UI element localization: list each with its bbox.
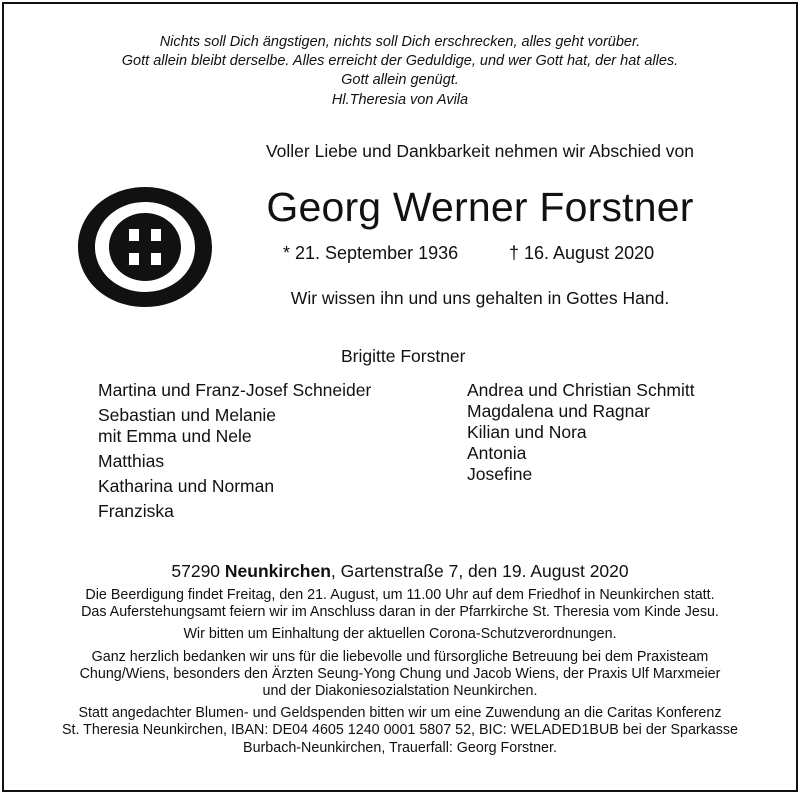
donation-note: St. Theresia Neunkirchen, IBAN: DE04 4605 1240 0001 5807 52, BIC: WELADED1BUB bei der Sparkasse [61, 722, 739, 739]
donation-note: Burbach-Neunkirchen, Trauerfall: Georg Forstner. [243, 739, 557, 756]
birth-date: * 21. September 1936 [283, 243, 459, 263]
quote-line: Gott allein genügt. [341, 72, 459, 88]
mourner-entry: Franziska [98, 501, 174, 521]
thanks-note: und der Diakoniesozialstation Neunkirchen. [262, 683, 538, 700]
address-rest: , Gartenstraße 7, den 19. August 2020 [330, 561, 629, 581]
quote [40, 33, 760, 90]
mourner-entry: Martina und Franz-Josef Schneider [98, 380, 372, 400]
quote-line: Nichts soll Dich ängstigen, nichts soll Dich erschrecken, alles geht vorüber. [159, 34, 641, 50]
mourner-entry: Katharina und Norman [98, 476, 275, 496]
funeral-note: Das Auferstehungsamt feiern wir im Anschluss daran in der Pfarrkirche St. Theresia vom Kinde Jesu. [81, 604, 719, 621]
thanks-note: Ganz herzlich bedanken wir uns für die liebevolle und fürsorgliche Betreuung bei dem Praxisteam [91, 648, 709, 665]
cross-symbol-icon [77, 186, 213, 308]
mourner-entry: Andrea und Christian Schmitt [467, 380, 695, 400]
address-city: Neunkirchen [224, 561, 331, 581]
mourner-entry: Antonia [467, 443, 527, 463]
mourner-entry: Josefine [467, 464, 533, 484]
mourner-entry: Kilian und Nora [467, 422, 587, 442]
quote-line: Gott allein bleibt derselbe. Alles erreicht der Geduldige, und wer Gott hat, der hat alles. [121, 53, 679, 69]
spouse-name: Brigitte Forstner [341, 346, 466, 366]
mourner-entry: mit Emma und Nele [98, 426, 252, 446]
donation-note: Statt angedachter Blumen- und Geldspenden bitten wir um eine Zuwendung an die Caritas Konferenz [78, 705, 722, 722]
funeral-note: Die Beerdigung findet Freitag, den 21. August, um 11.00 Uhr auf dem Friedhof in Neunkirchen statt. [85, 587, 715, 603]
mourners-left-column [98, 380, 371, 522]
mourner-entry: Matthias [98, 451, 165, 471]
notes-block [20, 587, 780, 757]
thanks-note: Chung/Wiens, besonders den Ärzten Seung-Yong Chung und Jacob Wiens, der Praxis Ulf Marxmeier [79, 665, 721, 682]
death-date: † 16. August 2020 [509, 243, 655, 263]
mourner-entry: Magdalena und Ragnar [467, 401, 650, 421]
mourner-entry: Sebastian und Melanie [98, 405, 277, 425]
address-line [40, 561, 760, 582]
corona-note: Wir bitten um Einhaltung der aktuellen Corona-Schutzverordnungen. [183, 626, 617, 643]
quote-author: Hl.Theresia von Avila [331, 92, 469, 108]
faith-line: Wir wissen ihn und uns gehalten in Gottes Hand. [290, 288, 670, 308]
mourners-right-column [467, 380, 695, 485]
intro-text: Voller Liebe und Dankbarkeit nehmen wir Abschied von [265, 141, 695, 161]
address-postcode: 57290 [171, 561, 221, 581]
deceased-name: Georg Werner Forstner [266, 184, 694, 230]
